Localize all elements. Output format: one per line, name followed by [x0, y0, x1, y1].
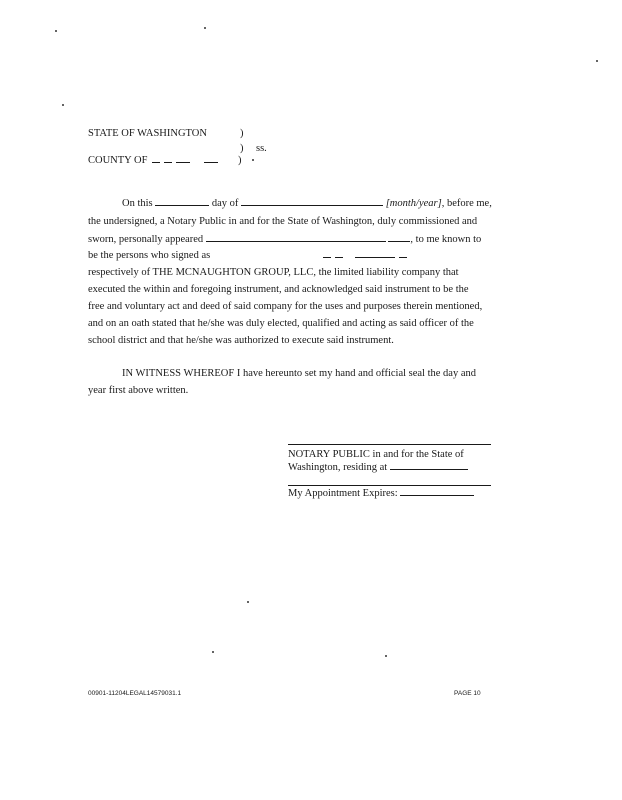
venue-paren: ) — [240, 128, 244, 139]
scan-speck — [596, 60, 598, 62]
ack-line-6: executed the within and foregoing instrument, and acknowledged said instrument to be the — [88, 284, 469, 295]
county-blank[interactable] — [204, 162, 218, 163]
signed-as-blank[interactable] — [323, 257, 331, 258]
scan-speck — [385, 655, 387, 657]
signed-as-blank[interactable] — [399, 257, 407, 258]
ack-line-4: be the persons who signed as — [88, 250, 409, 262]
county-label: COUNTY OF — [88, 155, 148, 166]
venue-paren: ) — [238, 155, 242, 166]
scan-speck — [204, 27, 206, 29]
ack-line-9: school district and that he/she was authorized to execute said instrument. — [88, 335, 394, 346]
venue-paren: ) — [240, 143, 244, 154]
appeared-name-blank[interactable] — [206, 241, 386, 242]
page-number: PAGE 10 — [454, 690, 481, 697]
day-of-text: day of — [211, 198, 239, 209]
ack-line-8: and on an oath stated that he/she was duly elected, qualified and acting as said officer of the — [88, 318, 474, 329]
residing-at-blank[interactable] — [390, 469, 468, 470]
scan-speck — [55, 30, 57, 32]
county-blank[interactable] — [164, 162, 172, 163]
on-this-text: On this — [122, 198, 153, 209]
state-heading: STATE OF WASHINGTON — [88, 128, 207, 139]
scan-speck — [62, 104, 64, 106]
ack-line-1 — [122, 198, 492, 210]
ss-abbrev: ss. — [256, 143, 267, 154]
name-print-line[interactable] — [288, 485, 491, 486]
month-year-hint: [month/year] — [385, 198, 442, 209]
notary-signature-line[interactable] — [288, 444, 491, 445]
scan-speck — [247, 601, 249, 603]
scan-speck — [252, 159, 254, 161]
county-blank[interactable] — [176, 162, 190, 163]
county-line — [88, 155, 220, 167]
witness-line-2: year first above written. — [88, 385, 189, 396]
before-me-text: , before me, — [441, 198, 492, 209]
ack-line-2: the undersigned, a Notary Public in and for the State of Washington, duly commissioned and — [88, 216, 478, 227]
notary-title-line-2: Washington, residing at — [288, 462, 468, 474]
witness-line-1: IN WITNESS WHEREOF I have hereunto set my hand and official seal the day and — [122, 368, 476, 379]
month-year-blank[interactable] — [241, 205, 383, 206]
county-blank[interactable] — [152, 162, 160, 163]
ack-line-5: respectively of THE MCNAUGHTON GROUP, LLC, the limited liability company that — [88, 267, 459, 278]
notary-title-line-1: NOTARY PUBLIC in and for the State of — [288, 449, 464, 460]
ack-line-3: sworn, personally appeared , to me known to — [88, 234, 482, 245]
signed-as-blank[interactable] — [335, 257, 343, 258]
signed-as-blank[interactable] — [355, 257, 395, 258]
document-id: 00901-11204LEGAL14579031.1 — [88, 690, 182, 697]
appeared-name-blank-2[interactable] — [388, 241, 410, 242]
appointment-line: My Appointment Expires: — [288, 488, 474, 500]
day-blank[interactable] — [155, 205, 209, 206]
appointment-expires-blank[interactable] — [400, 495, 474, 496]
scan-speck — [212, 651, 214, 653]
ack-line-7: free and voluntary act and deed of said company for the uses and purposes therein mentioned, — [88, 301, 483, 312]
